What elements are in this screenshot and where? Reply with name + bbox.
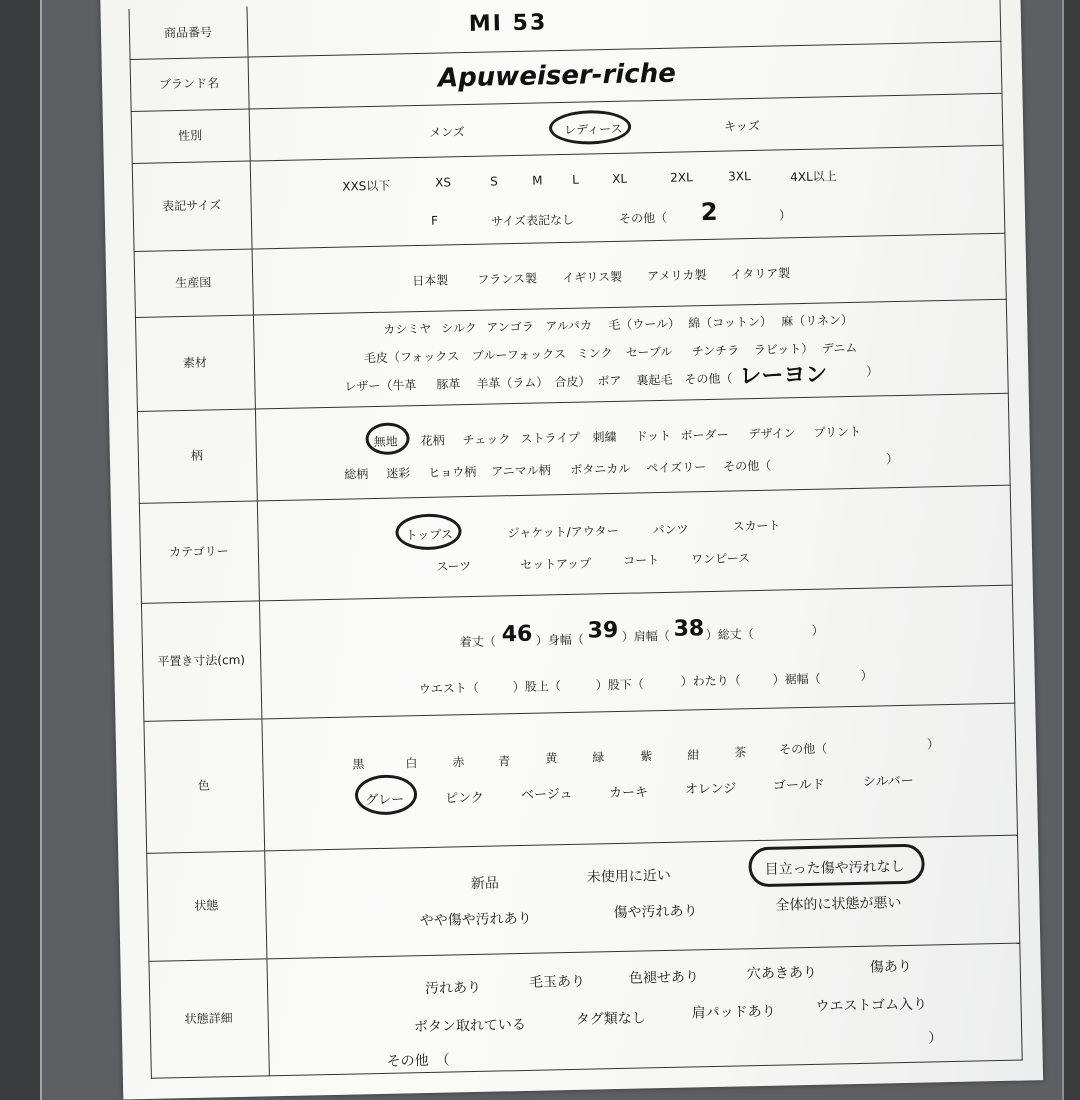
material-option: シルク [441,320,477,336]
category-option: ワンピース [691,551,751,567]
color-option: 茶 [734,745,747,760]
size-option: XXS以下 [342,178,391,194]
material-option: ミンク [576,345,613,361]
size-option: L [572,172,580,187]
detail-option: タグ類なし [575,1010,646,1028]
gender-option-selected: レディース [563,121,623,137]
pattern-option: ドット [635,428,672,444]
material-option: チンチラ [691,343,740,359]
size-options [250,146,1006,249]
color-option: 紫 [640,749,653,764]
origin-option: イギリス製 [562,269,623,286]
color-option: 赤 [452,755,465,770]
color-other-close: ） [926,737,940,752]
material-option: 毛（ウール） [608,316,681,333]
pattern-option: ペイズリー [646,460,707,476]
label-gender: 性別 [131,110,251,163]
category-selection-circle [395,513,462,550]
size-option: XS [435,175,452,190]
pattern-option: ボタニカル [570,461,631,477]
material-option: 裏起毛 [636,372,673,388]
origin-option: イタリア製 [730,266,791,282]
material-option: カシミヤ [383,321,432,337]
category-option-selected: トップス [405,527,453,543]
pattern-option: その他（ [723,458,772,474]
size-option: F [430,213,439,228]
size-option: S [490,174,498,189]
category-option: スーツ [436,558,472,574]
label-color: 色 [143,719,265,852]
color-option: ゴールド [772,777,825,794]
pattern-option: プリント [813,424,862,440]
color-option: ピンク [444,790,485,807]
row-category [139,485,1013,603]
material-option: 麻（リネン） [781,312,854,329]
origin-option: フランス製 [477,271,538,287]
pattern-other-close: ） [885,452,899,467]
color-option: 黄 [545,751,558,766]
detail-option: 傷あり [869,958,912,976]
origin-option: 日本製 [412,273,449,289]
size-option: 2XL [670,170,693,185]
brand-value: Apuweiser-riche [437,58,677,94]
measure-thigh-label: ）わたり（ [680,673,741,689]
condition-option: 全体的に状態が悪い [775,895,902,914]
material-option-other: その他（ [684,371,733,387]
product-number-value: MI 53 [468,10,548,37]
detail-option: 汚れあり [424,979,482,998]
condition-option: やや傷や汚れあり [419,910,532,930]
color-option: オレンジ [684,781,737,798]
category-option: スカート [732,518,781,534]
measure-waist-label: ウエスト（ [418,680,479,697]
material-option: デニム [821,340,858,356]
detail-option: ウエストゴム入り [815,996,928,1015]
measure-unit: (cm) [217,652,246,668]
detail-option: 毛玉あり [528,973,586,991]
label-measurements [141,601,262,720]
measure-hem-label: ）裾幅（ [772,671,821,687]
material-option: アンゴラ [486,319,534,335]
label-product-number: 商品番号 [129,7,249,59]
size-other-close: ） [778,208,792,223]
color-option: カーキ [608,785,649,802]
size-other-value: 2 [700,197,718,227]
material-option: 豚革 [436,377,461,392]
measure-width-value: 39 [587,617,619,644]
color-option: 黒 [352,757,365,772]
row-measurements [141,585,1015,721]
label-pattern: 柄 [137,409,258,502]
material-option: ラビット） [753,341,814,358]
material-option: ボア [597,373,622,389]
label-brand: ブランド名 [130,58,250,111]
origin-option: アメリカ製 [647,268,707,284]
row-condition-detail [148,943,1022,1079]
material-other-close: ） [866,364,879,379]
color-option: シルバー [862,773,914,790]
measure-inseam-label: ）股下（ [595,677,644,693]
color-selection-circle [355,774,418,815]
category-option: セットアップ [520,556,592,572]
category-option: パンツ [652,522,689,538]
color-option: 白 [405,756,418,771]
pattern-option: 迷彩 [386,466,411,481]
label-condition-detail: 状態詳細 [148,959,269,1078]
material-option: ブルーフォックス [471,346,567,363]
pattern-option: 総柄 [344,467,369,482]
measure-length-label: 着丈（ [459,634,497,650]
pattern-option: 刺繍 [592,429,617,445]
label-material: 素材 [135,315,256,410]
detail-option: 肩パッドあり [691,1003,776,1022]
pattern-option: ボーダー [680,427,729,443]
form-table [129,0,1001,1070]
measure-label: 平置き寸法 [157,653,218,669]
color-option: 紺 [687,748,700,763]
measure-shoulder-value: 38 [673,616,705,642]
color-option: ベージュ [520,786,573,803]
measure-hem-close: ） [860,668,873,683]
color-option: 青 [498,754,511,769]
pattern-option: 花柄 [420,433,445,449]
detail-option: 色褪せあり [628,969,700,987]
detail-option: 穴あきあり [746,964,818,983]
size-option: M [532,173,543,188]
row-condition [146,835,1020,961]
material-option: 羊革（ラム） [476,375,549,391]
measure-total-close: ） [811,623,824,638]
row-material [135,299,1009,411]
measure-width-label: ）身幅（ [535,632,584,648]
material-other-value: レーヨン [739,362,828,390]
label-size: 表記サイズ [132,162,253,251]
color-option: 緑 [592,750,605,765]
label-condition: 状態 [146,851,267,960]
material-option: レザー（牛革 [344,378,417,394]
gender-option: キッズ [723,118,761,134]
measure-length-value: 46 [501,621,533,648]
detail-other-close: ） [928,1030,943,1047]
condition-option: 傷や汚れあり [613,903,698,922]
color-option-other: その他（ [779,741,828,757]
pattern-option: チェック [462,432,511,448]
pattern-option-selected: 無地 [373,434,398,450]
measure-rise-label: ）股上（ [512,679,561,695]
measure-shoulder-label: ）肩幅（ [621,628,670,644]
row-color [143,703,1018,853]
label-origin: 生産国 [134,249,254,316]
label-category: カテゴリー [139,501,260,602]
category-option: ジャケット/アウター [507,523,619,541]
material-option: セーブル [625,344,673,360]
size-option: XL [612,171,628,186]
size-option: 3XL [728,169,751,184]
condition-selection-circle [748,844,925,888]
pattern-option: アニマル柄 [491,463,551,479]
condition-option: 新品 [470,875,500,893]
gender-option: メンズ [429,125,465,140]
pattern-option: デザイン [748,426,796,442]
size-option-other: その他（ [618,210,668,226]
material-option: 綿（コットン） [688,314,773,331]
material-option: 合皮） [554,374,591,390]
material-option: アルパカ [545,318,593,334]
size-option: 4XL以上 [790,169,837,185]
measure-total-label: ）総丈（ [705,627,754,643]
detail-option: ボタン取れている [413,1016,527,1036]
condition-option-selected: 目立った傷や汚れなし [764,858,905,878]
pattern-selection-circle [365,422,410,455]
material-option: 毛皮（フォックス [363,349,460,366]
gender-selection-circle [549,110,632,146]
condition-option: 未使用に近い [586,867,671,886]
size-option: サイズ表記なし [490,212,575,229]
row-pattern [137,393,1011,503]
product-form-sheet [100,0,1043,1099]
pattern-option: ストライプ [520,430,581,446]
category-option: コート [623,553,660,568]
detail-other-label: その他 （ [386,1052,450,1070]
pattern-option: ヒョウ柄 [428,464,477,480]
color-option-selected: グレー [364,792,405,809]
